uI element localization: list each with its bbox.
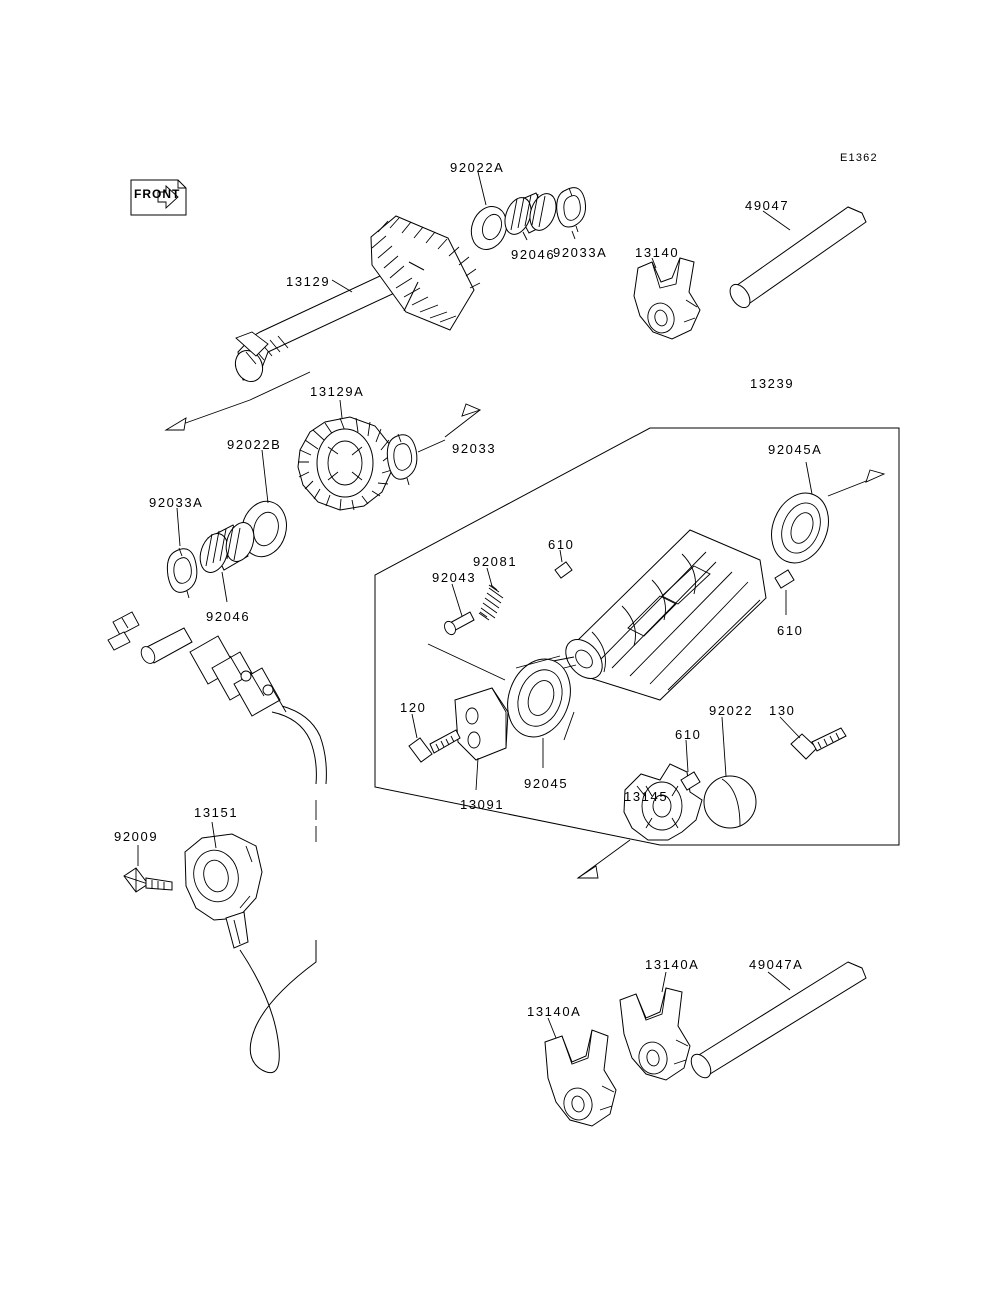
part-label-92033A-left: 92033A: [149, 495, 204, 510]
leader-92081: [487, 568, 492, 586]
gear-13129A: [298, 417, 392, 510]
leader-92022: [722, 717, 726, 776]
pin-92043: [442, 612, 474, 637]
leader-92043: [452, 584, 462, 616]
part-label-92045A: 92045A: [768, 442, 823, 457]
snap-ring-92033: [387, 434, 417, 485]
washer-92022: [704, 776, 756, 828]
shift-rod-49047A: [687, 962, 866, 1081]
part-label-130: 130: [769, 703, 796, 718]
bearing-92046: [500, 190, 561, 238]
part-label-92043: 92043: [432, 570, 477, 585]
part-label-92033A-top: 92033A: [553, 245, 608, 260]
part-label-13140A-right: 13140A: [645, 957, 700, 972]
shift-rod-49047: [726, 207, 866, 311]
part-label-92022: 92022: [709, 703, 754, 718]
leader-92033A: [572, 231, 575, 239]
part-label-92033: 92033: [452, 441, 497, 456]
leader-130: [780, 717, 800, 738]
snap-ring-92033A-left: [167, 548, 197, 598]
part-label-13140A-left: 13140A: [527, 1004, 582, 1019]
diagram-code: E1362: [840, 152, 878, 164]
part-label-13145: 13145: [624, 789, 669, 804]
leader-92046: [523, 232, 527, 240]
neutral-switch-13151: [185, 834, 316, 1073]
leader-49047A: [768, 972, 790, 990]
shift-fork-13140A-right: [620, 988, 690, 1080]
part-label-92022B: 92022B: [227, 437, 282, 452]
part-label-13151: 13151: [194, 805, 239, 820]
part-label-13129A: 13129A: [310, 384, 365, 399]
leader-92022B: [262, 450, 268, 503]
leader-610-lower: [686, 740, 688, 772]
front-marker-label: FRONT: [134, 187, 181, 201]
shift-fork-13140: [634, 258, 700, 339]
bearing-92045: [497, 650, 581, 746]
bolt-130: [791, 728, 846, 759]
leader-13129: [332, 280, 352, 292]
holder-13091: [455, 688, 508, 760]
leader-13091: [476, 758, 478, 790]
part-label-610-lower: 610: [675, 727, 702, 742]
snap-ring-92033A-top: [557, 188, 586, 232]
screw-92009: [124, 868, 172, 892]
part-label-49047: 49047: [745, 198, 790, 213]
pin-610-right: [775, 570, 794, 588]
leader-92022A: [478, 172, 486, 205]
part-label-13091: 13091: [460, 797, 505, 812]
leader-120: [412, 714, 417, 738]
leader-13140A-left: [548, 1018, 556, 1038]
leader-92033: [418, 440, 445, 452]
part-label-92046-left: 92046: [206, 609, 251, 624]
part-label-92046-top: 92046: [511, 247, 556, 262]
pin-610-upper: [555, 562, 572, 578]
shaft-13129: [230, 216, 480, 386]
part-label-92081: 92081: [473, 554, 518, 569]
part-label-49047A: 49047A: [749, 957, 804, 972]
spring-92081: [479, 585, 503, 620]
part-label-92045: 92045: [524, 776, 569, 791]
needle-bearing-92046-left: [195, 519, 258, 576]
part-label-13140: 13140: [635, 245, 680, 260]
bearing-92045A: [761, 485, 838, 572]
leader-49047: [763, 211, 790, 230]
leader-13129A: [340, 400, 342, 418]
needle-bearing-92022A: [466, 202, 513, 255]
leader-92033A-left: [177, 508, 180, 546]
part-label-92022A: 92022A: [450, 160, 505, 175]
part-label-13239: 13239: [750, 376, 795, 391]
front-direction-marker: [128, 176, 186, 218]
part-label-610-upper: 610: [548, 537, 575, 552]
shift-fork-13140A-left: [545, 1030, 616, 1126]
part-label-92009: 92009: [114, 829, 159, 844]
shift-drum: [553, 530, 766, 700]
part-label-610-right: 610: [777, 623, 804, 638]
part-label-120: 120: [400, 700, 427, 715]
leader-92046-left: [222, 572, 227, 602]
part-label-13129: 13129: [286, 274, 331, 289]
